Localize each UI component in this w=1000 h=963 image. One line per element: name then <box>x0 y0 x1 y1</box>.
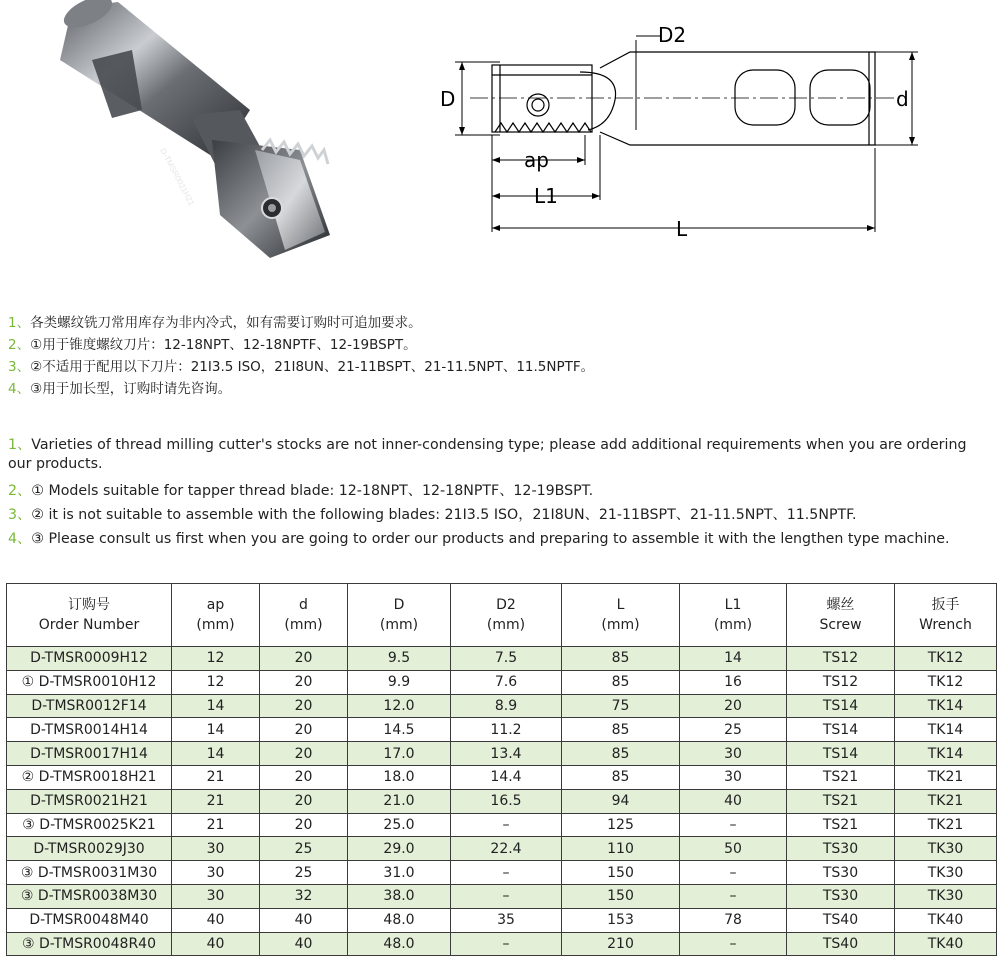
table-row <box>7 647 997 671</box>
table-row <box>7 670 997 694</box>
table-cell: 20 <box>260 718 348 742</box>
table-cell: 85 <box>562 742 680 766</box>
table-cell: TS14 <box>787 694 895 718</box>
note-item: 1、Varieties of thread milling cutter's stocks are not inner-condensing type; please add additional requirements when you are ordering our products. <box>8 437 967 472</box>
table-cell: 25 <box>680 718 787 742</box>
table-cell: TK14 <box>895 694 997 718</box>
table-cell: TK12 <box>895 670 997 694</box>
table-cell: TS14 <box>787 718 895 742</box>
table-cell: 12 <box>172 647 260 671</box>
dim-label-ap: ap <box>524 148 549 172</box>
note-item: 2、① Models suitable for tapper thread blade: 12-18NPT、12-18NPTF、12-19BSPT. <box>8 483 594 499</box>
note-item: 3、② it is not suitable to assemble with the following blades: 21I3.5 ISO，21I8UN、21-11BSPT、21-11.5NPT、11.5NPTF. <box>8 507 857 523</box>
note-item: 4、③ Please consult us first when you are going to order our products and preparing to assemble it with the lengthen type machine. <box>8 531 950 547</box>
table-cell: – <box>451 884 562 908</box>
note-item: 2、①用于锥度螺纹刀片：12-18NPT、12-18NPTF、12-19BSPT。 <box>8 337 417 353</box>
col-header: ap (mm) <box>172 584 260 647</box>
table-cell: TK21 <box>895 789 997 813</box>
table-cell: TK40 <box>895 932 997 956</box>
table-cell: 21 <box>172 789 260 813</box>
table-cell: 40 <box>172 932 260 956</box>
table-cell: TK14 <box>895 742 997 766</box>
table-cell: 14 <box>172 694 260 718</box>
table-cell: 8.9 <box>451 694 562 718</box>
table-cell: 110 <box>562 837 680 861</box>
table-cell: – <box>680 932 787 956</box>
table-cell: 14.5 <box>348 718 451 742</box>
table-cell: 14 <box>680 647 787 671</box>
notes-english <box>8 436 993 551</box>
table-cell: 12.0 <box>348 694 451 718</box>
table-cell: 75 <box>562 694 680 718</box>
product-photo <box>0 0 380 270</box>
table-cell: – <box>451 861 562 885</box>
table-row <box>7 932 997 956</box>
table-cell: 20 <box>260 742 348 766</box>
table-cell: TS21 <box>787 813 895 837</box>
note-item: 4、③用于加长型，订购时请先咨询。 <box>8 381 232 397</box>
table-cell: 50 <box>680 837 787 861</box>
table-cell: 7.5 <box>451 647 562 671</box>
table-row <box>7 837 997 861</box>
table-cell: 30 <box>172 884 260 908</box>
table-cell: 85 <box>562 647 680 671</box>
table-cell: TK14 <box>895 718 997 742</box>
table-body <box>7 647 997 956</box>
table-cell: 40 <box>680 789 787 813</box>
col-header: D (mm) <box>348 584 451 647</box>
note-item: 3、②不适用于配用以下刀片：21I3.5 ISO，21I8UN、21-11BSPT、21-11.5NPT、11.5NPTF。 <box>8 359 595 375</box>
table-cell: 21 <box>172 813 260 837</box>
table-cell: – <box>451 932 562 956</box>
table-cell: 85 <box>562 765 680 789</box>
table-cell: – <box>680 813 787 837</box>
table-cell: 32 <box>260 884 348 908</box>
table-cell: 40 <box>260 932 348 956</box>
table-cell: D-TMSR0017H14 <box>7 742 172 766</box>
table-cell: 20 <box>260 647 348 671</box>
col-header: 螺丝 Screw <box>787 584 895 647</box>
table-cell: ③ D-TMSR0048R40 <box>7 932 172 956</box>
table-cell: D-TMSR0048M40 <box>7 908 172 932</box>
dim-label-L1: L1 <box>534 184 558 208</box>
table-row <box>7 884 997 908</box>
table-cell: D-TMSR0029J30 <box>7 837 172 861</box>
table-header-row <box>7 584 997 647</box>
svg-text:D-TMSR0021H21: D-TMSR0021H21 <box>158 146 197 208</box>
table-row <box>7 861 997 885</box>
col-header: 扳手 Wrench <box>895 584 997 647</box>
table-cell: 40 <box>260 908 348 932</box>
table-cell: 20 <box>260 694 348 718</box>
table-cell: 20 <box>260 765 348 789</box>
note-item: 1、各类螺纹铣刀常用库存为非内冷式，如有需要订购时可追加要求。 <box>8 315 422 331</box>
table-cell: 12 <box>172 670 260 694</box>
table-cell: – <box>680 861 787 885</box>
table-cell: 14 <box>172 718 260 742</box>
table-cell: 85 <box>562 718 680 742</box>
table-cell: 21.0 <box>348 789 451 813</box>
table-cell: TK40 <box>895 908 997 932</box>
table-cell: 20 <box>680 694 787 718</box>
table-cell: ② D-TMSR0018H21 <box>7 765 172 789</box>
table-cell: 7.6 <box>451 670 562 694</box>
table-cell: – <box>680 884 787 908</box>
col-header: 订购号 Order Number <box>7 584 172 647</box>
table-cell: TK12 <box>895 647 997 671</box>
table-cell: 25 <box>260 837 348 861</box>
table-cell: 25.0 <box>348 813 451 837</box>
table-cell: 21 <box>172 765 260 789</box>
table-row <box>7 694 997 718</box>
table-cell: 85 <box>562 670 680 694</box>
table-cell: 25 <box>260 861 348 885</box>
table-cell: 29.0 <box>348 837 451 861</box>
table-cell: 13.4 <box>451 742 562 766</box>
technical-drawing <box>420 0 1000 270</box>
table-cell: 125 <box>562 813 680 837</box>
table-cell: 150 <box>562 884 680 908</box>
table-cell: 11.2 <box>451 718 562 742</box>
notes-chinese <box>8 312 594 400</box>
table-cell: TK30 <box>895 861 997 885</box>
table-cell: 94 <box>562 789 680 813</box>
table-cell: TS30 <box>787 861 895 885</box>
table-cell: 20 <box>260 813 348 837</box>
table-row <box>7 718 997 742</box>
table-cell: 17.0 <box>348 742 451 766</box>
col-header: d (mm) <box>260 584 348 647</box>
table-cell: 30 <box>172 837 260 861</box>
col-header: L1 (mm) <box>680 584 787 647</box>
table-cell: TS40 <box>787 932 895 956</box>
table-cell: TS12 <box>787 647 895 671</box>
table-cell: D-TMSR0021H21 <box>7 789 172 813</box>
spec-table <box>6 583 997 956</box>
table-cell: 20 <box>260 789 348 813</box>
table-cell: D-TMSR0014H14 <box>7 718 172 742</box>
dim-label-D2: D2 <box>658 23 687 47</box>
table-cell: 30 <box>680 765 787 789</box>
table-cell: 150 <box>562 861 680 885</box>
table-cell: 48.0 <box>348 932 451 956</box>
table-cell: 22.4 <box>451 837 562 861</box>
table-cell: TK21 <box>895 813 997 837</box>
table-cell: TS12 <box>787 670 895 694</box>
table-cell: 210 <box>562 932 680 956</box>
table-cell: – <box>451 813 562 837</box>
dim-label-D: D <box>440 87 456 111</box>
table-cell: 30 <box>680 742 787 766</box>
table-cell: D-TMSR0009H12 <box>7 647 172 671</box>
table-cell: 9.9 <box>348 670 451 694</box>
table-cell: 30 <box>172 861 260 885</box>
table-cell: 20 <box>260 670 348 694</box>
table-cell: TS40 <box>787 908 895 932</box>
table-cell: TS30 <box>787 837 895 861</box>
table-cell: TK30 <box>895 837 997 861</box>
dim-label-d: d <box>896 87 909 111</box>
table-row <box>7 813 997 837</box>
table-row <box>7 908 997 932</box>
table-cell: 48.0 <box>348 908 451 932</box>
table-cell: 14 <box>172 742 260 766</box>
table-cell: D-TMSR0012F14 <box>7 694 172 718</box>
table-cell: TS14 <box>787 742 895 766</box>
col-header: L (mm) <box>562 584 680 647</box>
table-cell: 35 <box>451 908 562 932</box>
table-cell: 78 <box>680 908 787 932</box>
table-cell: TK21 <box>895 765 997 789</box>
table-cell: TK30 <box>895 884 997 908</box>
col-header: D2 (mm) <box>451 584 562 647</box>
table-cell: 16 <box>680 670 787 694</box>
table-cell: ③ D-TMSR0038M30 <box>7 884 172 908</box>
table-row <box>7 765 997 789</box>
table-cell: TS30 <box>787 884 895 908</box>
table-cell: 38.0 <box>348 884 451 908</box>
table-cell: ① D-TMSR0010H12 <box>7 670 172 694</box>
table-cell: 40 <box>172 908 260 932</box>
table-cell: 9.5 <box>348 647 451 671</box>
table-cell: 31.0 <box>348 861 451 885</box>
table-cell: 14.4 <box>451 765 562 789</box>
table-row <box>7 789 997 813</box>
table-cell: TS21 <box>787 789 895 813</box>
table-cell: TS21 <box>787 765 895 789</box>
table-cell: 18.0 <box>348 765 451 789</box>
dim-label-L: L <box>676 217 688 241</box>
table-cell: ③ D-TMSR0025K21 <box>7 813 172 837</box>
table-cell: ③ D-TMSR0031M30 <box>7 861 172 885</box>
table-row <box>7 742 997 766</box>
table-cell: 153 <box>562 908 680 932</box>
table-cell: 16.5 <box>451 789 562 813</box>
